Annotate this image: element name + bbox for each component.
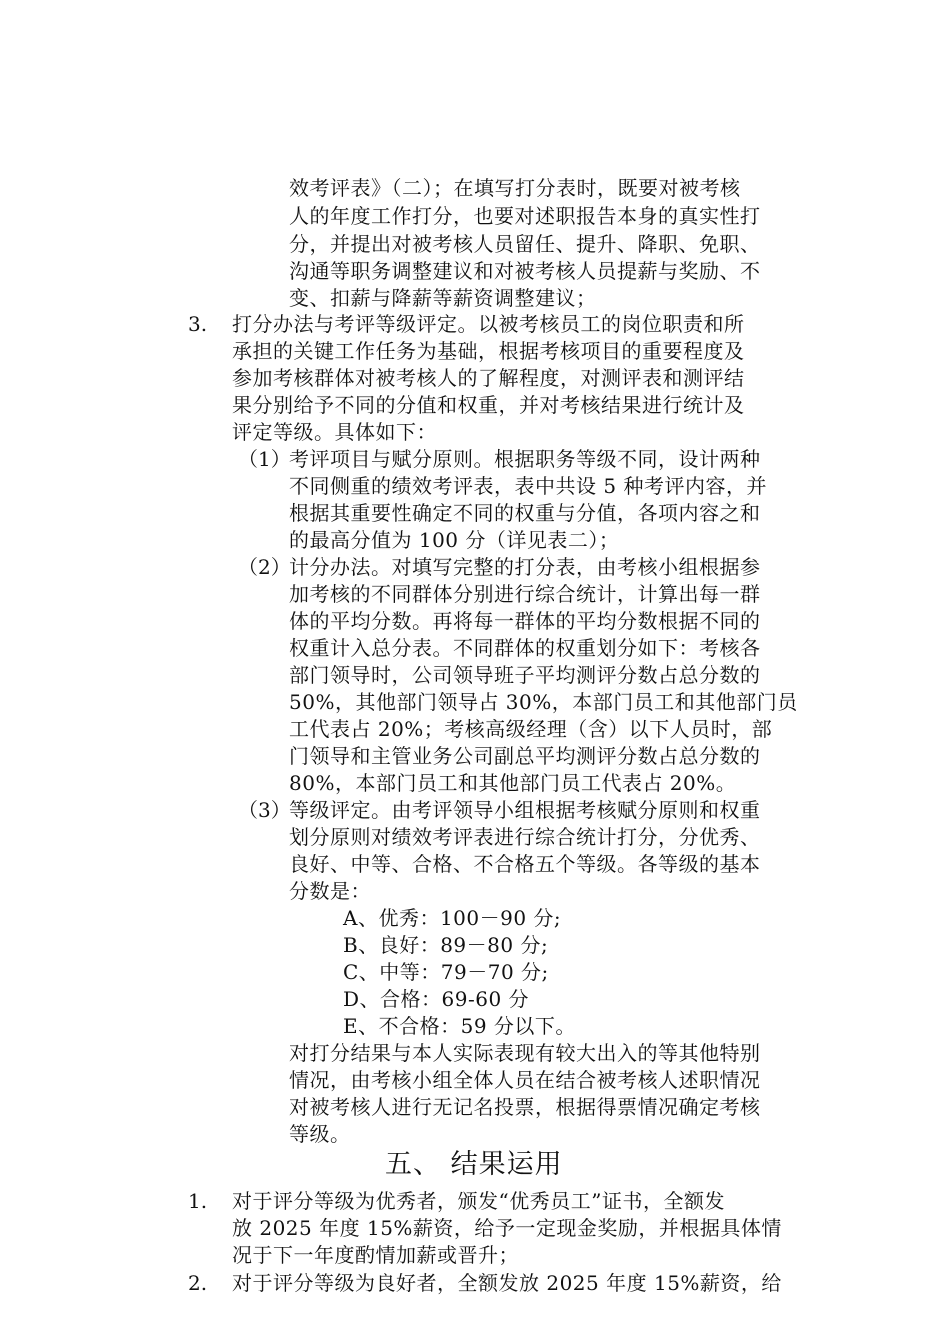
paragraph-line: 良好、中等、合格、不合格五个等级。各等级的基本 xyxy=(289,852,761,876)
grade-line: D、合格：69-60 分 xyxy=(343,987,530,1011)
paragraph-line: 情况，由考核小组全体人员在结合被考核人述职情况 xyxy=(289,1068,761,1092)
list-number: 3. xyxy=(188,312,208,336)
grade-line: C、中等：79－70 分; xyxy=(343,960,549,984)
paragraph-line: 打分办法与考评等级评定。以被考核员工的岗位职责和所 xyxy=(232,312,745,336)
grade-line: E、不合格：59 分以下。 xyxy=(343,1014,576,1038)
paragraph-line: 等级评定。由考评领导小组根据考核赋分原则和权重 xyxy=(289,798,761,822)
paragraph-line: 分，并提出对被考核人员留任、提升、降职、免职、 xyxy=(289,232,761,256)
list-number: 1. xyxy=(188,1189,208,1213)
paragraph-line: 门领导和主管业务公司副总平均测评分数占总分数的 xyxy=(289,744,761,768)
paragraph-line: 效考评表》（二）；在填写打分表时，既要对被考核 xyxy=(289,176,741,200)
sub-item-label: （3） xyxy=(238,798,291,822)
paragraph-line: 工代表占 20%；考核高级经理（含）以下人员时，部 xyxy=(289,717,773,741)
paragraph-line: 放 2025 年度 15%薪资，给予一定现金奖励，并根据具体情 xyxy=(232,1216,782,1240)
paragraph-line: 计分办法。对填写完整的打分表，由考核小组根据参 xyxy=(289,555,761,579)
paragraph-line: 果分别给予不同的分值和权重，并对考核结果进行统计及 xyxy=(232,393,745,417)
list-number: 2. xyxy=(188,1271,208,1295)
paragraph-line: 承担的关键工作任务为基础，根据考核项目的重要程度及 xyxy=(232,339,745,363)
grade-line: A、优秀：100－90 分; xyxy=(343,906,562,930)
paragraph-line: 加考核的不同群体分别进行综合统计，计算出每一群 xyxy=(289,582,761,606)
paragraph-line: 不同侧重的绩效考评表，表中共设 5 种考评内容，并 xyxy=(289,474,767,498)
paragraph-line: 根据其重要性确定不同的权重与分值，各项内容之和 xyxy=(289,501,761,525)
paragraph-line: 考评项目与赋分原则。根据职务等级不同，设计两种 xyxy=(289,447,761,471)
paragraph-line: 对被考核人进行无记名投票，根据得票情况确定考核 xyxy=(289,1095,761,1119)
paragraph-line: 沟通等职务调整建议和对被考核人员提薪与奖励、不 xyxy=(289,259,761,283)
paragraph-line: 对于评分等级为优秀者，颁发“优秀员工”证书，全额发 xyxy=(232,1189,725,1213)
sub-item-label: （1） xyxy=(238,447,291,471)
section-heading: 五、 结果运用 xyxy=(385,1149,563,1180)
paragraph-line: 等级。 xyxy=(289,1122,351,1146)
paragraph-line: 对打分结果与本人实际表现有较大出入的等其他特别 xyxy=(289,1041,761,1065)
paragraph-line: 80%，本部门员工和其他部门员工代表占 20%。 xyxy=(289,771,737,795)
sub-item-label: （2） xyxy=(238,555,291,579)
paragraph-line: 体的平均分数。再将每一群体的平均分数根据不同的 xyxy=(289,609,761,633)
paragraph-line: 部门领导时，公司领导班子平均测评分数占总分数的 xyxy=(289,663,761,687)
paragraph-line: 50%，其他部门领导占 30%，本部门员工和其他部门员 xyxy=(289,690,798,714)
paragraph-line: 权重计入总分表。不同群体的权重划分如下：考核各 xyxy=(289,636,761,660)
paragraph-line: 况于下一年度酌情加薪或晋升； xyxy=(232,1243,519,1267)
paragraph-line: 分数是： xyxy=(289,879,371,903)
paragraph-line: 的最高分值为 100 分（详见表二）； xyxy=(289,528,620,552)
paragraph-line: 评定等级。具体如下： xyxy=(232,420,437,444)
grade-line: B、良好：89－80 分; xyxy=(343,933,549,957)
paragraph-line: 变、扣薪与降薪等薪资调整建议； xyxy=(289,286,597,310)
paragraph-line: 划分原则对绩效考评表进行综合统计打分，分优秀、 xyxy=(289,825,761,849)
paragraph-line: 人的年度工作打分，也要对述职报告本身的真实性打 xyxy=(289,204,761,228)
paragraph-line: 对于评分等级为良好者，全额发放 2025 年度 15%薪资，给 xyxy=(232,1271,782,1295)
paragraph-line: 参加考核群体对被考核人的了解程度，对测评表和测评结 xyxy=(232,366,745,390)
